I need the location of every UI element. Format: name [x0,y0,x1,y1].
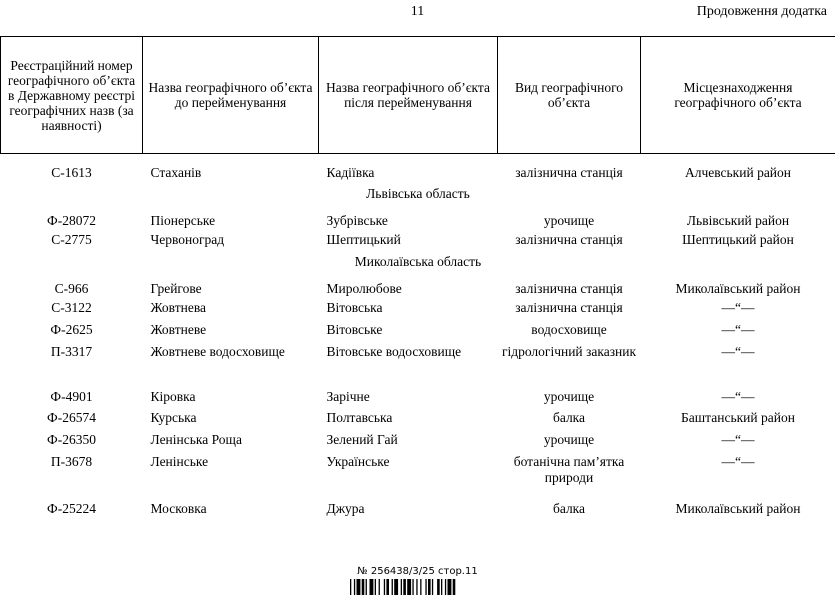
barcode-bar [437,579,440,595]
barcode-bar [350,579,351,595]
barcode-bar [428,579,431,595]
location: Миколаївський район [675,500,801,516]
object-type: ботанічна пам’ятка природи [513,453,625,485]
table-row [1,319,835,341]
old-name: Жовтневе водосховище [150,343,285,359]
continuation-label: Продовження додатка [696,4,827,19]
page-number: 11 [410,4,425,19]
table-row [1,205,835,229]
table-row [1,229,835,251]
table-row [1,451,835,493]
header-old-name: Назва географічного об’єкта до перейменування [143,37,319,154]
old-name: Грейгове [150,280,202,296]
region-label: Львівська область [366,185,470,201]
barcode-bar [386,579,389,595]
region-row [1,251,835,273]
object-type: залізнична станція [515,165,623,180]
registration-number: Ф-4901 [50,388,93,404]
barcode-bar [452,579,455,595]
old-name: Червоноград [150,231,225,247]
barcode-bar [447,579,451,595]
registration-number: Ф-25224 [47,500,96,516]
old-name: Жовтнева [150,299,207,315]
registration-number: С-966 [54,280,89,296]
new-name: Шептицький [326,231,401,247]
new-name: Вітовська [326,299,383,315]
registry-table [0,36,835,517]
barcode-bar [416,579,417,595]
location: —“— [721,431,755,447]
old-name: Стаханів [150,165,202,180]
table-row [1,407,835,429]
table-row [1,297,835,319]
barcode-bar [378,579,379,595]
location: —“— [721,321,755,337]
region-label: Миколаївська область [354,253,482,269]
object-type: урочище [543,431,595,447]
new-name: Джура [326,500,365,516]
object-type: балка [552,409,586,425]
new-name: Зелений Гай [326,431,398,447]
header-new-name: Назва географічного об’єкта після перейменування [319,37,498,154]
barcode-bar [394,579,398,595]
new-name: Кадіївка [326,165,375,180]
new-name: Зарічне [326,388,370,404]
location: Львівський район [686,212,790,228]
header-location: Місцезнаходження географічного об’єкта [641,37,835,154]
barcode-bar [425,579,426,595]
old-name: Курська [150,409,197,425]
document-stamp [0,566,835,595]
barcode-bar [444,579,445,595]
object-type: залізнична станція [515,280,623,296]
registration-number: С-1613 [51,165,92,180]
header-object-type: Вид географічного об’єкта [498,37,641,154]
location: —“— [721,388,755,404]
barcode-bar [403,579,406,595]
barcode-icon [350,579,486,595]
header-row [1,37,835,154]
new-name: Українське [326,453,390,469]
registration-number: П-3678 [50,453,93,469]
registration-number: Ф-26574 [47,409,96,425]
stamp-text: № 256438/3/25 стор.11 [357,566,478,577]
old-name: Ленінська Роща [150,431,242,447]
new-name: Полтавська [326,409,393,425]
object-type: урочище [543,212,595,228]
barcode-bar [391,579,392,595]
new-name: Зубрівське [326,212,388,228]
location: Миколаївський район [675,280,801,296]
registration-number: Ф-26350 [47,431,96,447]
object-type: залізнична станція [515,299,623,315]
object-type: урочище [543,388,595,404]
old-name: Ленінське [150,453,209,469]
table-row [1,154,835,183]
barcode-bar [365,579,366,595]
table-row [1,493,835,517]
object-type: балка [552,500,586,516]
registration-number: С-3122 [51,299,92,315]
old-name: Московка [150,500,207,516]
barcode-bar [412,579,413,595]
header-registration-number: Реєстраційний номер географічного об’єкта в Державному реєстрі географічних назв (за наявності) [1,37,143,154]
barcode-bar [356,579,360,595]
object-type: гідрологічний заказник [501,343,637,359]
barcode-bar [407,579,411,595]
old-name: Жовтневе [150,321,207,337]
barcode-bar [361,579,364,595]
location: Шептицький район [682,231,794,247]
barcode-bar [420,579,421,595]
table-row [1,341,835,383]
barcode-bar [441,579,442,595]
new-name: Миролюбове [326,280,402,296]
barcode-bar [400,579,401,595]
location: —“— [721,453,755,469]
registration-number: П-3317 [50,343,93,359]
registration-number: Ф-2625 [50,321,93,337]
location: Алчевський район [684,165,792,180]
barcode-bar [374,579,375,595]
registration-number: Ф-28072 [47,212,96,228]
table-row [1,383,835,407]
table-row [1,273,835,297]
old-name: Кіровка [150,388,196,404]
old-name: Піонерське [150,212,216,228]
object-type: водосховище [531,321,607,337]
location: Баштанський район [681,409,795,425]
barcode-bar [369,579,373,595]
registration-number: С-2775 [51,231,92,247]
table-row [1,429,835,451]
new-name: Вітовське [326,321,383,337]
location: —“— [721,343,755,359]
barcode-bar [431,579,432,595]
new-name: Вітовське водосховище [326,343,462,359]
barcode-bar [383,579,384,595]
location: —“— [721,299,755,315]
region-row [1,183,835,205]
barcode-bar [353,579,354,595]
object-type: залізнична станція [515,231,623,247]
